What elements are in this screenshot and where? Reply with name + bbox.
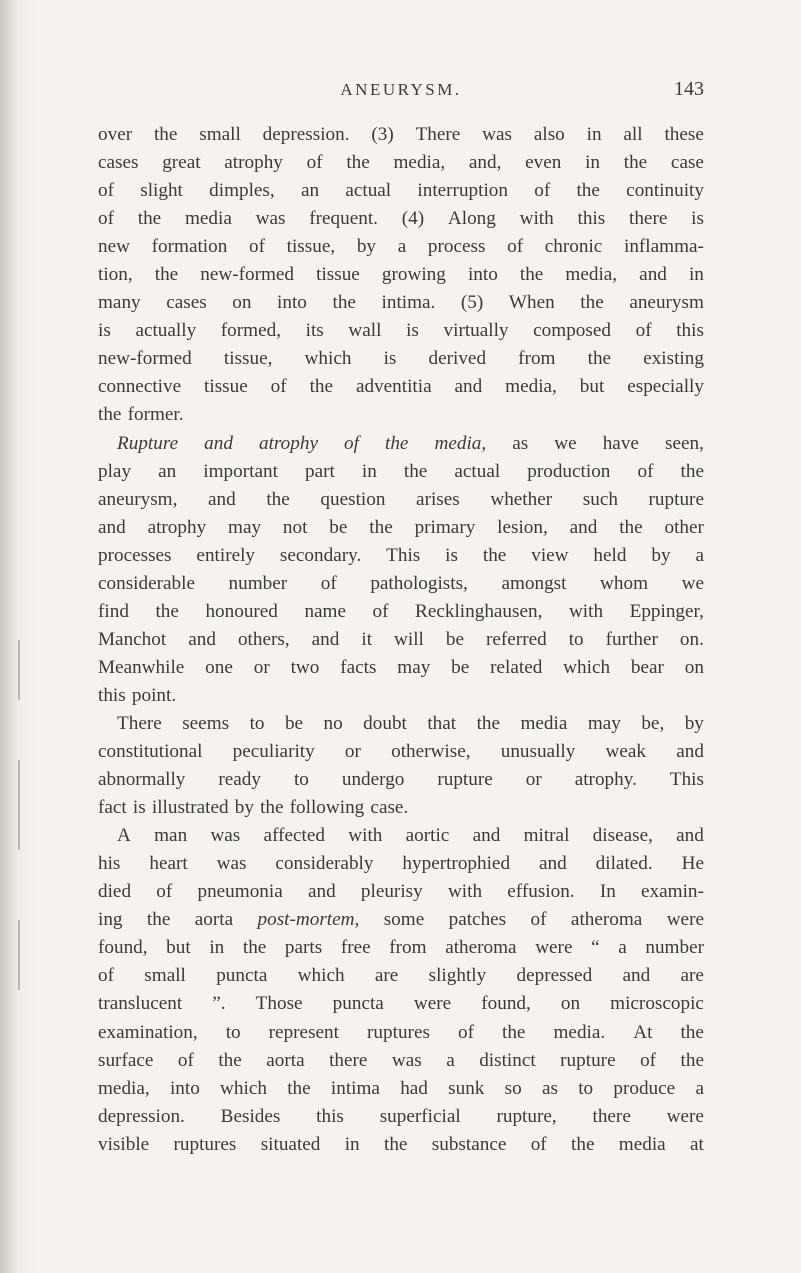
body-text (98, 121, 704, 1159)
text-line: of slight dimples, an actual interruption of the continuity (98, 180, 704, 202)
text-line: connective tissue of the adventitia and media, but especially (98, 376, 704, 398)
text-line: abnormally ready to undergo rupture or atrophy. This (98, 769, 704, 791)
text-line: media, into which the intima had sunk so as to produce a (98, 1077, 704, 1099)
book-page (98, 0, 704, 1273)
text-line: of small puncta which are slightly depressed and are (98, 965, 704, 987)
text-line: depression. Besides this superficial rupture, there were (98, 1105, 704, 1127)
text-line: new formation of tissue, by a process of chronic inflamma- (98, 236, 704, 258)
text-line: examination, to represent ruptures of the media. At the (98, 1021, 704, 1043)
page-number: 143 (674, 78, 704, 100)
text-line: and atrophy may not be the primary lesion, and the other (98, 516, 704, 538)
text-line: this point. (98, 684, 177, 706)
edge-mark (18, 920, 20, 990)
text-line: his heart was considerably hypertrophied and dilated. He (98, 853, 704, 875)
text-line: There seems to be no doubt that the media may be, by (117, 712, 704, 734)
text-line: considerable number of pathologists, amongst whom we (98, 572, 704, 594)
edge-mark (18, 760, 20, 850)
text-line: over the small depression. (3) There was also in all these (98, 124, 704, 145)
page-edge-shadow (0, 0, 40, 1273)
text-line: Manchot and others, and it will be referred to further on. (98, 628, 704, 650)
text-line: cases great atrophy of the media, and, even in the case (98, 152, 704, 174)
text-line: is actually formed, its wall is virtually composed of this (98, 320, 704, 342)
running-title: ANEURYSM. (340, 80, 462, 99)
text-line: visible ruptures situated in the substance of the media at (98, 1133, 704, 1155)
text-line: died of pneumonia and pleurisy with effusion. In examin- (98, 881, 704, 903)
text-line: Rupture and atrophy of the media, as we have seen, (117, 432, 704, 454)
text-line: many cases on into the intima. (5) When the aneurysm (98, 292, 704, 314)
text-line: processes entirely secondary. This is the view held by a (98, 544, 704, 566)
text-line: new-formed tissue, which is derived from the existing (98, 348, 704, 370)
text-line: found, but in the parts free from atheroma were “ a number (98, 937, 704, 959)
text-line: translucent ”. Those puncta were found, on microscopic (98, 993, 704, 1015)
text-line: surface of the aorta there was a distinct rupture of the (98, 1049, 704, 1071)
edge-mark (18, 640, 20, 700)
text-line: of the media was frequent. (4) Along with this there is (98, 208, 704, 230)
running-head (98, 80, 704, 106)
text-line: Meanwhile one or two facts may be related which bear on (98, 656, 704, 678)
text-line: play an important part in the actual production of the (98, 460, 704, 482)
text-line: A man was affected with aortic and mitral disease, and (117, 825, 704, 847)
text-line: aneurysm, and the question arises whether such rupture (98, 488, 704, 510)
text-line: fact is illustrated by the following case. (98, 797, 409, 819)
text-line: find the honoured name of Recklinghausen, with Eppinger, (98, 600, 704, 622)
text-line: the former. (98, 404, 184, 426)
text-line: ing the aorta post-mortem, some patches of atheroma were (98, 909, 704, 931)
text-line: constitutional peculiarity or otherwise, unusually weak and (98, 741, 704, 763)
text-line: tion, the new-formed tissue growing into the media, and in (98, 264, 704, 286)
